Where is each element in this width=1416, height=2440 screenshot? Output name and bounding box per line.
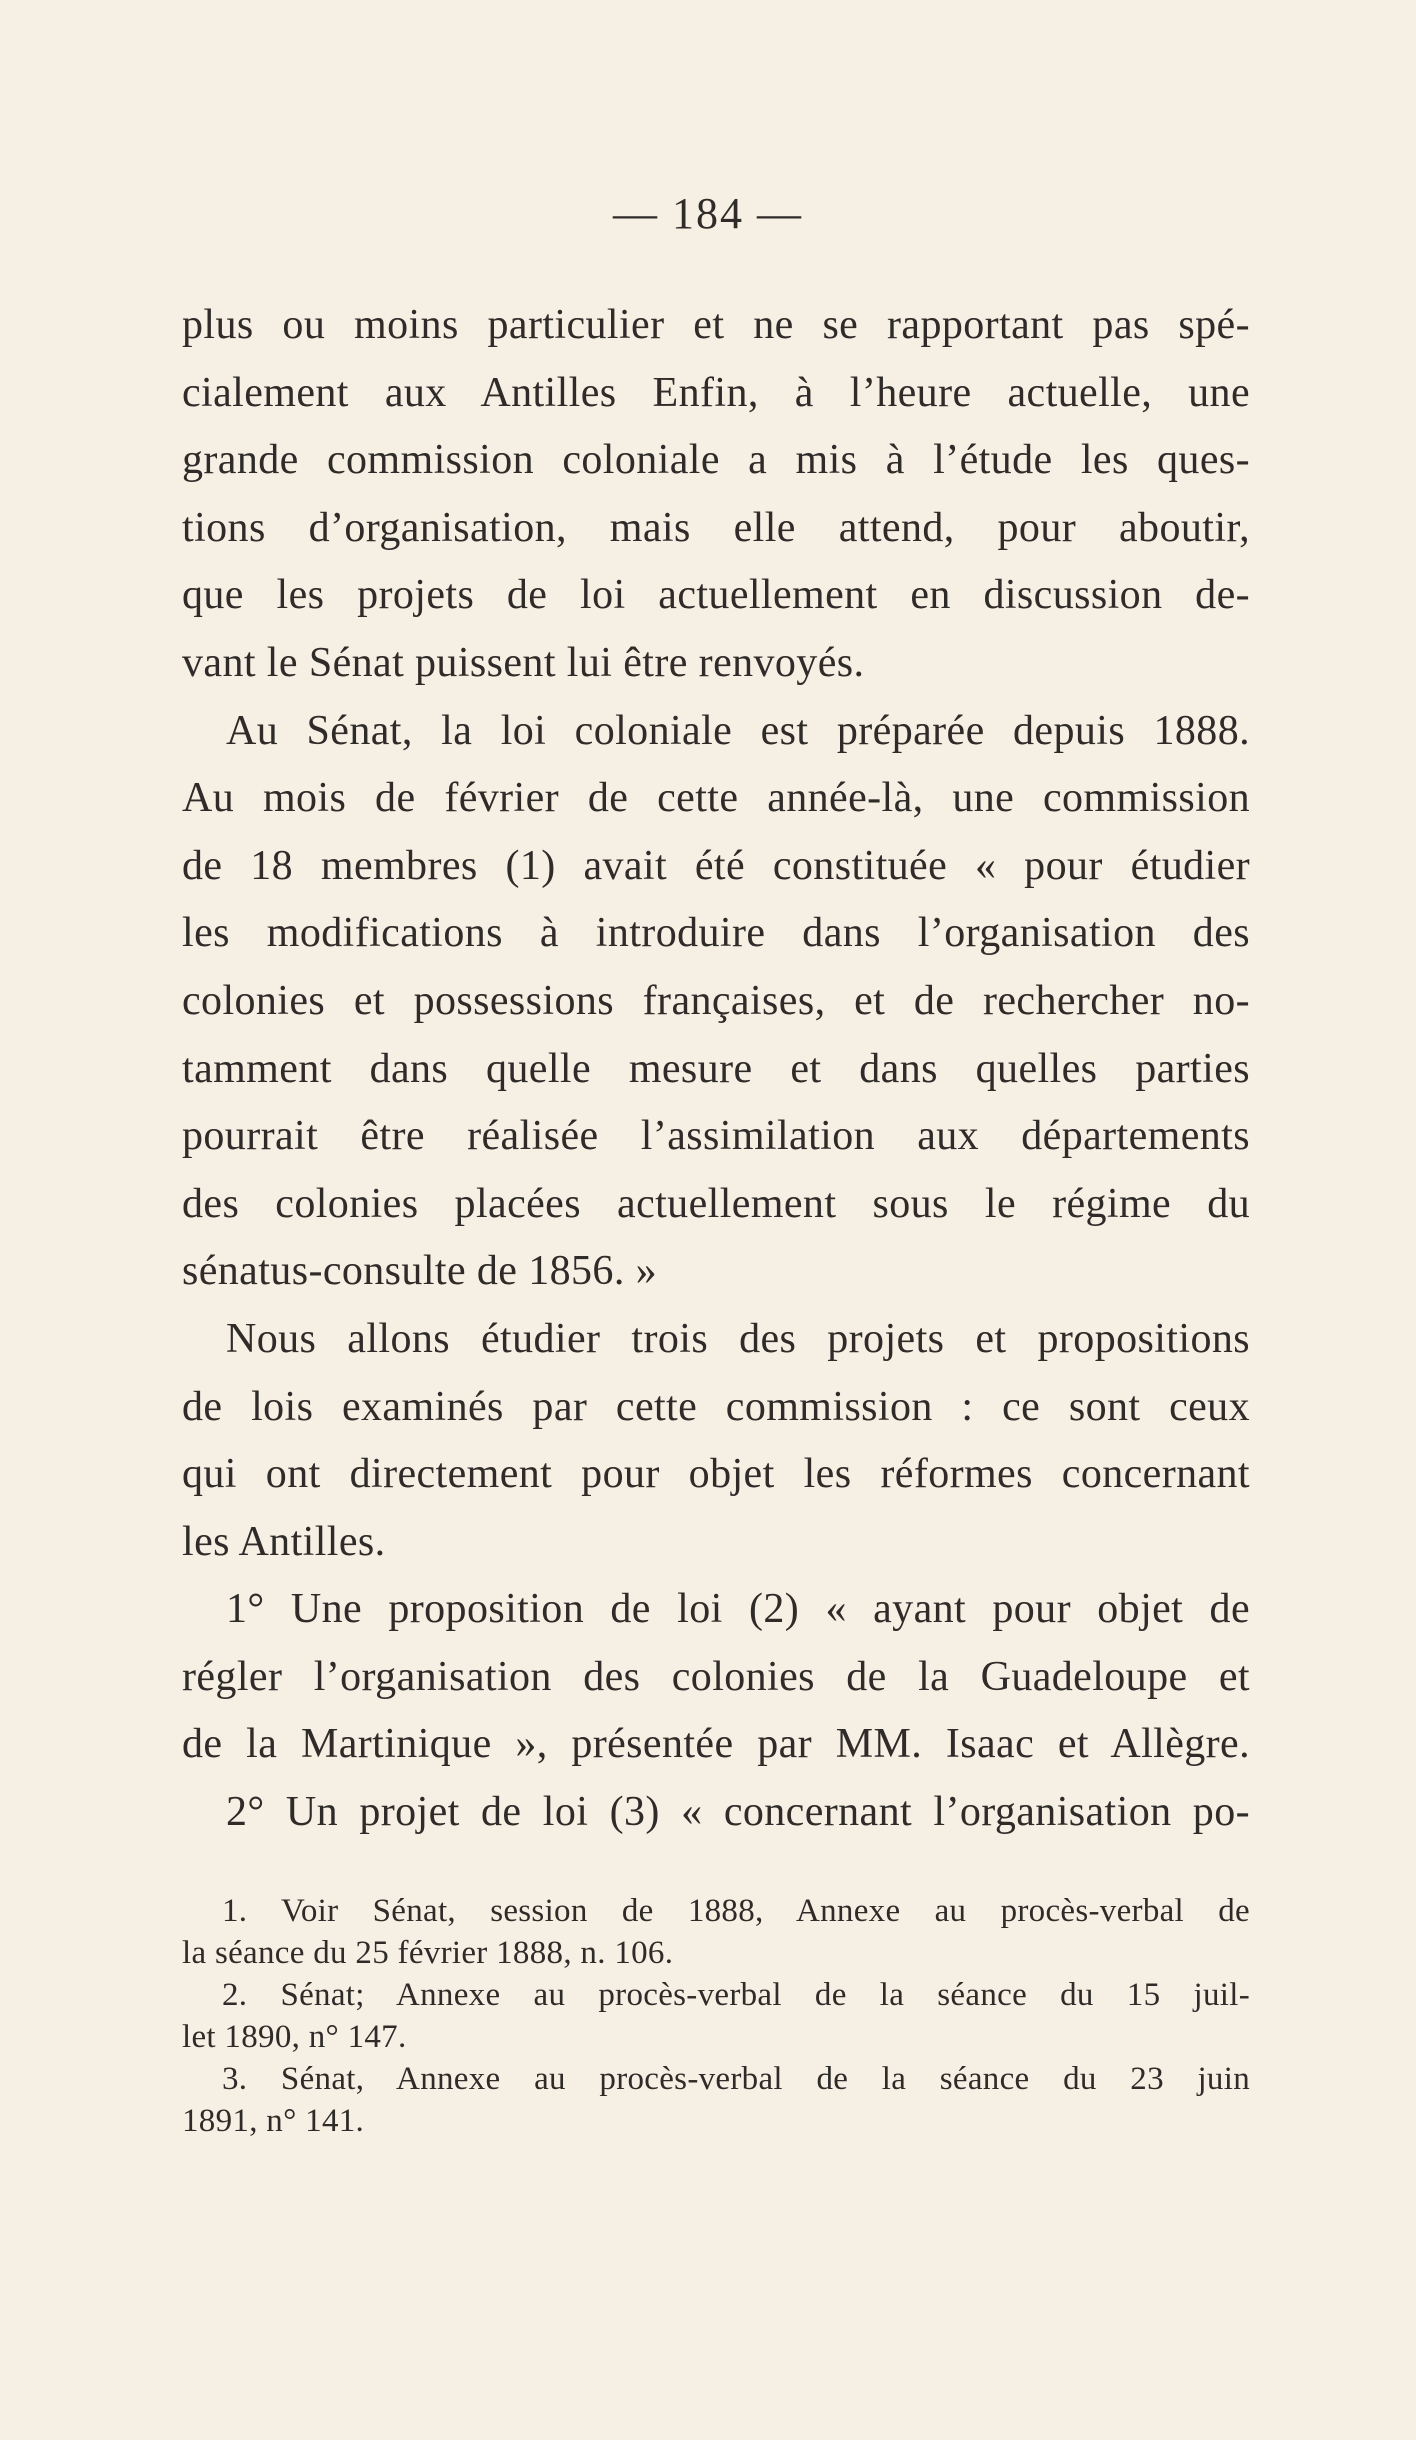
footnote-line: 1. Voir Sénat, session de 1888, Annexe au procès-verbal de (222, 1893, 1250, 1929)
footnotes (182, 1890, 1250, 2142)
text-line: pourrait être réalisée l’assimilation aux départements (182, 1113, 1250, 1160)
text-line: tions d’organisation, mais elle attend, pour aboutir, (182, 504, 1250, 551)
text-line: 2° Un projet de loi (3) « concernant l’organisation po- (226, 1789, 1250, 1836)
text-line: Au mois de février de cette année-là, une commission (182, 775, 1250, 822)
footnote-line: 3. Sénat, Annexe au procès-verbal de la séance du 23 juin (222, 2061, 1250, 2097)
text-line: grande commission coloniale a mis à l’étude les ques- (182, 437, 1250, 484)
text-line: de 18 membres (1) avait été constituée « pour étudier (182, 842, 1250, 889)
text-line: plus ou moins particulier et ne se rapportant pas spé- (182, 302, 1250, 348)
text-line: cialement aux Antilles Enfin, à l’heure actuelle, une (182, 369, 1250, 416)
text-line: les modifications à introduire dans l’organisation des (182, 910, 1250, 957)
text-line: qui ont directement pour objet les réformes concernant (182, 1451, 1250, 1498)
text-line: Au Sénat, la loi coloniale est préparée depuis 1888. (226, 707, 1250, 754)
body-text (182, 292, 1250, 1847)
text-line: vant le Sénat puissent lui être renvoyés. (182, 639, 865, 686)
text-line: des colonies placées actuellement sous le régime du (182, 1180, 1250, 1227)
footnote-line: let 1890, n° 147. (182, 2019, 407, 2055)
text-line: sénatus-consulte de 1856. » (182, 1248, 658, 1295)
text-line: les Antilles. (182, 1518, 386, 1565)
footnote-line: 2. Sénat; Annexe au procès-verbal de la séance du 15 juil- (222, 1977, 1250, 2013)
text-line: que les projets de loi actuellement en discussion de- (182, 572, 1250, 619)
text-line: de lois examinés par cette commission : ce sont ceux (182, 1383, 1250, 1430)
text-line: 1° Une proposition de loi (2) « ayant pour objet de (226, 1586, 1250, 1633)
footnote-line: la séance du 25 février 1888, n. 106. (182, 1935, 674, 1971)
text-line: tamment dans quelle mesure et dans quelles parties (182, 1045, 1250, 1092)
page-number: — 184 — (613, 189, 803, 238)
text-line: Nous allons étudier trois des projets et propositions (226, 1315, 1250, 1362)
text-line: colonies et possessions françaises, et de rechercher no- (182, 977, 1250, 1024)
text-line: régler l’organisation des colonies de la Guadeloupe et (182, 1653, 1250, 1700)
text-line: de la Martinique », présentée par MM. Isaac et Allègre. (182, 1721, 1250, 1768)
footnote-line: 1891, n° 141. (182, 2103, 365, 2139)
